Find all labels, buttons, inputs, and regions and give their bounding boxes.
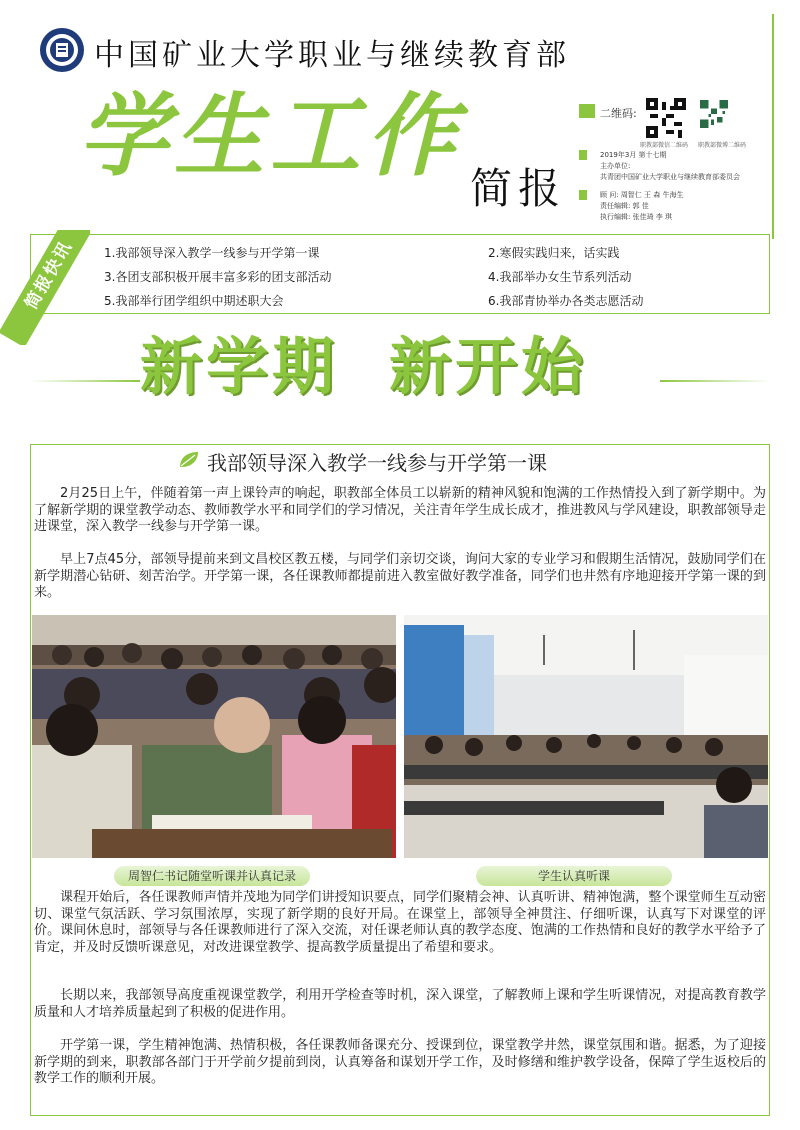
qr-marker: [579, 104, 595, 118]
host-label: 主办单位:: [600, 162, 631, 170]
newsletter-title: 学生工作: [78, 84, 462, 189]
news-item-5[interactable]: 5.我部举行团学组织中期述职大会: [104, 294, 284, 308]
wechat-qr-icon: [646, 98, 686, 138]
wechat-qr-caption: 职教部微信二维码: [640, 142, 689, 149]
classroom-photo-1: [32, 615, 396, 858]
headline: 新学期 新开始: [140, 330, 588, 403]
qr-label: 二维码:: [600, 107, 637, 120]
article-paragraph-3: 课程开始后，各任课教师声情并茂地为同学们讲授知识要点，同学们聚精会神、认真听讲、精神饱满，整个课堂师生互动密切、课堂气氛活跃、学习氛围浓厚，实现了新学期的良好开局。在课堂上，部领导全神贯注、仔细听课，认真写下对课堂的评价。课间休息时，部领导与各任课教师进行了深入交流，对任课老师认真的教学态度、饱满的工作热情和良好的教学水平给予了肯定，并及时反馈听课意见，对改进课堂教学、提高教学质量提出了希望和要求。: [34, 890, 766, 955]
article-paragraph-1: 2月25日上午，伴随着第一声上课铃声的响起，职教部全体员工以崭新的精神风貌和饱满的工作热情投入到了新学期中。为了解新学期的课堂教学动态、教师教学水平和同学们的学习情况，关注青年学生成长成才，推进教风与学风建设，职教部领导走进课堂，深入教学一线参与开学第一课。: [34, 486, 766, 534]
photo-caption-2: 学生认真听课: [476, 866, 672, 886]
newsletter-subtitle: 简报: [470, 164, 567, 213]
host-name: 共青团中国矿业大学职业与继续教育部委员会: [600, 173, 740, 181]
article-title: 我部领导深入教学一线参与开学第一课: [207, 451, 547, 475]
headline-rule-right: [660, 380, 770, 382]
news-item-6[interactable]: 6.我部青协举办各类志愿活动: [488, 294, 644, 308]
news-item-1[interactable]: 1.我部领导深入教学一线参与开学第一课: [104, 246, 320, 260]
organization-name: 中国矿业大学职业与继续教育部: [94, 38, 570, 73]
leaf-icon: [178, 451, 200, 469]
headline-rule-left: [30, 380, 140, 382]
header-divider: [772, 14, 774, 239]
exec-editor-line: 执行编辑: 张佳琦 李 琪: [600, 213, 673, 221]
quick-news-ribbon: [0, 230, 90, 345]
issue-marker: [579, 150, 587, 160]
advisor-line: 顾 问: 周智仁 王 森 牛海生: [600, 191, 684, 199]
quick-news-ribbon-label: 简报快讯: [0, 230, 90, 345]
staff-info: [600, 190, 683, 223]
article-paragraph-4: 长期以来，我部领导高度重视课堂教学，利用开学检查等时机，深入课堂，了解教师上课和学生听课情况，对提高教育教学质量和人才培养质量起到了积极的促进作用。: [34, 988, 766, 1020]
photo-caption-1: 周智仁书记随堂听课并认真记录: [114, 866, 310, 886]
university-logo-icon: [38, 26, 86, 74]
news-item-2[interactable]: 2.寒假实践归来，话实践: [488, 246, 620, 260]
news-item-3[interactable]: 3.各团支部积极开展丰富多彩的团支部活动: [104, 270, 332, 284]
news-item-4[interactable]: 4.我部举办女生节系列活动: [488, 270, 632, 284]
weibo-qr-caption: 职教部微博二维码: [698, 142, 747, 149]
issue-date: 2019年3月 第十七期: [600, 151, 667, 159]
article-paragraph-2: 早上7点45分，部领导提前来到文昌校区教五楼，与同学们亲切交谈，询问大家的专业学习和假期生活情况，鼓励同学们在新学期潜心钻研、刻苦治学。开学第一课，各任课教师都提前进入教室做好教学准备，同学们也井然有序地迎接开学第一课的到来。: [34, 552, 766, 600]
chief-editor-line: 责任编辑: 郭 佳: [600, 202, 649, 210]
classroom-photo-2: [404, 615, 768, 858]
article-paragraph-5: 开学第一课，学生精神饱满、热情积极，各任课教师备课充分、授课到位，课堂教学井然，课堂氛围和谐。据悉，为了迎接新学期的到来，职教部各部门于开学前夕提前到岗，认真筹备和谋划开学工作，及时修缮和维护教学设备，保障了学生返校后的教学工作的顺利开展。: [34, 1038, 766, 1086]
issue-info: [600, 150, 740, 183]
staff-marker: [579, 190, 587, 200]
weibo-qr-icon: [700, 100, 728, 128]
